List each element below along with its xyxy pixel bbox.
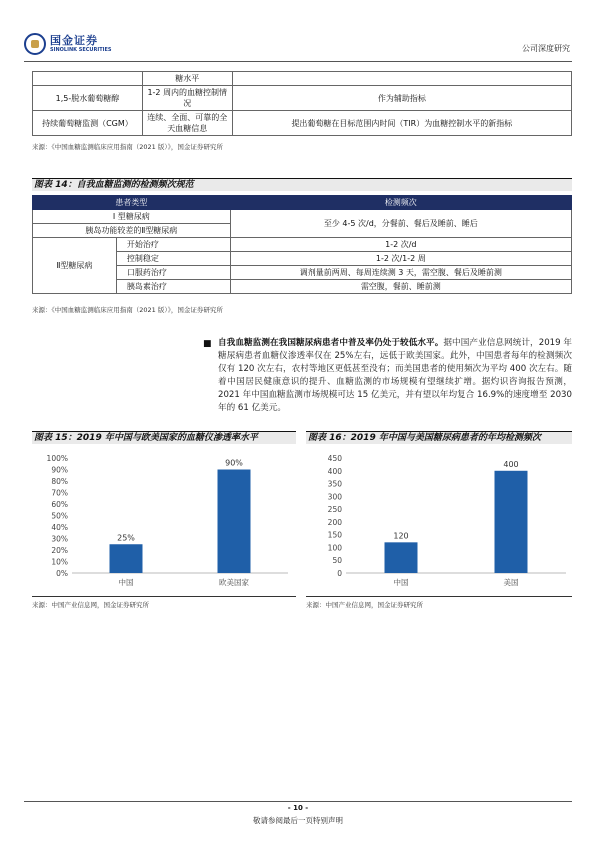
figure14-source: 来源：《中国血糖监测临床应用指南（2021 版）》，国金证券研究所 bbox=[32, 306, 223, 314]
x-tick-label: 中国 bbox=[118, 578, 134, 587]
logo-en: SINOLINK SECURITIES bbox=[50, 46, 112, 53]
y-tick-label: 50 bbox=[332, 556, 342, 566]
figure16-title: 图表 16：2019 年中国与美国糖尿病患者的年均检测频次 bbox=[306, 431, 572, 444]
cell-type2-poor: 胰岛功能较差的Ⅱ型糖尿病 bbox=[33, 224, 231, 238]
y-tick-label: 350 bbox=[327, 479, 342, 489]
table1-source: 来源：《中国血糖监测临床应用指南（2021 版）》，国金证券研究所 bbox=[32, 143, 223, 151]
company-logo bbox=[24, 33, 112, 55]
table-row bbox=[33, 72, 572, 86]
bar bbox=[385, 542, 418, 573]
table-row bbox=[33, 86, 572, 111]
report-type: 公司深度研究 bbox=[522, 44, 570, 53]
x-tick-label: 美国 bbox=[503, 578, 519, 587]
bullet-icon: ■ bbox=[203, 339, 212, 349]
body-paragraph bbox=[218, 337, 572, 415]
table-cell: 1-2 周内的血糖控制情况 bbox=[142, 86, 232, 111]
figure16-source: 来源：中国产业信息网，国金证券研究所 bbox=[306, 601, 423, 609]
logo-icon bbox=[24, 33, 46, 55]
cell-frequency: 调剂量前两周、每周连续测 3 天，需空腹、餐后及睡前测 bbox=[230, 266, 571, 280]
y-tick-label: 250 bbox=[327, 505, 342, 515]
y-tick-label: 60% bbox=[51, 500, 68, 509]
x-tick-label: 欧美国家 bbox=[219, 578, 249, 587]
paragraph-lead: 自我血糖监测在我国糖尿病患者中普及率仍处于较低水平。 bbox=[218, 338, 444, 348]
table-cell bbox=[33, 72, 143, 86]
table-cell: 糖水平 bbox=[142, 72, 232, 86]
data-label: 120 bbox=[393, 531, 409, 541]
footer-divider bbox=[24, 801, 572, 802]
figure15-source: 来源：中国产业信息网，国金证券研究所 bbox=[32, 601, 149, 609]
table-cell: 1,5-脱水葡萄糖醇 bbox=[33, 86, 143, 111]
y-tick-label: 30% bbox=[51, 534, 68, 544]
y-tick-label: 10% bbox=[51, 557, 68, 567]
penetration-chart bbox=[32, 450, 296, 592]
y-tick-label: 100 bbox=[327, 543, 342, 553]
table-cell: 作为辅助指标 bbox=[232, 86, 571, 111]
y-tick-label: 20% bbox=[51, 546, 68, 555]
table-row bbox=[33, 111, 572, 136]
y-tick-label: 150 bbox=[327, 530, 342, 540]
header-divider bbox=[24, 61, 572, 62]
paragraph-text: 据中国产业信息网统计，2019 年糖尿病患者血糖仪渗透率仅在 25%左右，远低于欧美国家。此外，中国患者每年的检测频次仅有 120 次左右，农村等地区更低甚至没有；而美国患者的使用频次为平均 400 次左右。随着中国居民健康意识的提升、血糖监测的市场规模有望继续扩增。据灼识咨询报告预测，2021 年中国血糖监测市场规模可达 15 亿美元，并有望以年均复合 16.9%的速度增至 2030 年的 61 亿美元。 bbox=[218, 338, 572, 413]
cell-stage: 口服药治疗 bbox=[116, 266, 230, 280]
bar bbox=[218, 470, 251, 574]
cell-stage: 胰岛素治疗 bbox=[116, 280, 230, 294]
cell-stage: 控制稳定 bbox=[116, 252, 230, 266]
data-label: 400 bbox=[503, 459, 519, 469]
table-cell: 连续、全面、可靠的全天血糖信息 bbox=[142, 111, 232, 136]
table-cell: 持续葡萄糖监测（CGM） bbox=[33, 111, 143, 136]
y-tick-label: 450 bbox=[327, 454, 342, 463]
y-tick-label: 200 bbox=[327, 517, 342, 527]
cell-type2: Ⅱ型糖尿病 bbox=[33, 238, 117, 294]
cell-shared-frequency: 至少 4-5 次/d，分餐前、餐后及睡前、睡后 bbox=[230, 210, 571, 238]
y-tick-label: 400 bbox=[327, 466, 342, 476]
header-patient-type: 患者类型 bbox=[33, 196, 231, 210]
y-tick-label: 90% bbox=[51, 465, 68, 475]
y-tick-label: 300 bbox=[327, 492, 342, 502]
table-row bbox=[33, 238, 572, 252]
header-frequency: 检测频次 bbox=[230, 196, 571, 210]
page-header bbox=[24, 33, 572, 59]
cell-frequency: 1-2 次/d bbox=[230, 238, 571, 252]
y-tick-label: 50% bbox=[51, 511, 68, 521]
disclaimer: 敬请参阅最后一页特别声明 bbox=[253, 816, 343, 825]
figure16-bottom-line bbox=[306, 596, 572, 597]
bar bbox=[495, 471, 528, 573]
table-cell bbox=[232, 72, 571, 86]
y-tick-label: 0 bbox=[337, 569, 342, 578]
frequency-chart bbox=[306, 450, 572, 592]
y-tick-label: 100% bbox=[46, 454, 68, 463]
cell-stage: 开始治疗 bbox=[116, 238, 230, 252]
cell-type1: I 型糖尿病 bbox=[33, 210, 231, 224]
data-label: 90% bbox=[225, 458, 243, 468]
cell-frequency: 需空腹，餐前、睡前测 bbox=[230, 280, 571, 294]
monitoring-methods-table bbox=[32, 71, 572, 136]
monitoring-frequency-table bbox=[32, 195, 572, 294]
cell-frequency: 1-2 次/1-2 周 bbox=[230, 252, 571, 266]
y-tick-label: 0% bbox=[56, 569, 68, 578]
figure15-title: 图表 15：2019 年中国与欧美国家的血糖仪渗透率水平 bbox=[32, 431, 296, 444]
table-row bbox=[33, 210, 572, 224]
figure14-title: 图表 14：自我血糖监测的检测频次规范 bbox=[32, 178, 572, 191]
x-tick-label: 中国 bbox=[393, 578, 409, 587]
page-number: - 10 - bbox=[287, 804, 309, 812]
y-tick-label: 80% bbox=[51, 477, 68, 486]
y-tick-label: 70% bbox=[51, 488, 68, 498]
data-label: 25% bbox=[117, 533, 135, 543]
table-header-row bbox=[33, 196, 572, 210]
logo-cn: 国金证券 bbox=[50, 33, 98, 47]
table-cell: 提出葡萄糖在目标范围内时间（TIR）为血糖控制水平的新指标 bbox=[232, 111, 571, 136]
figure15-chart bbox=[32, 450, 296, 592]
figure15-bottom-line bbox=[32, 596, 296, 597]
y-tick-label: 40% bbox=[51, 523, 68, 532]
bar bbox=[110, 544, 143, 573]
figure16-chart bbox=[306, 450, 572, 592]
